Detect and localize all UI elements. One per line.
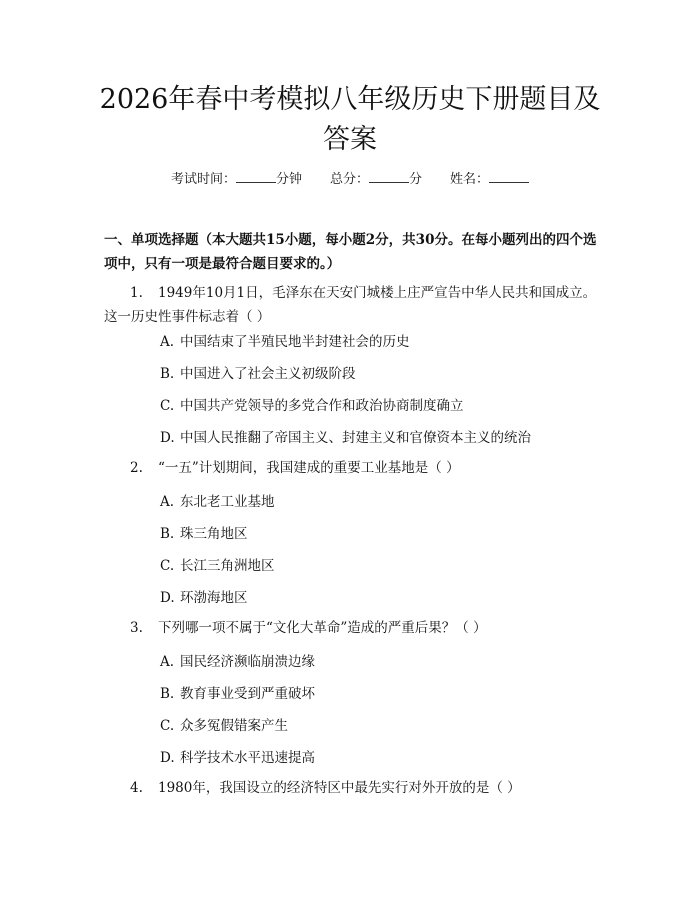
option-letter: C. (160, 718, 175, 734)
option-letter: A. (160, 334, 175, 350)
option-text: 中国进入了社会主义初级阶段 (180, 366, 356, 382)
name-label: 姓名： (450, 172, 490, 187)
total-score-label: 总分： (329, 172, 369, 187)
question-text: 下列哪一项不属于“文化大革命”造成的严重后果？（ ） (158, 620, 487, 636)
option-letter: A. (160, 494, 175, 510)
question-1-option-b (160, 364, 600, 384)
exam-time-label: 考试时间： (170, 172, 236, 187)
option-text: 珠三角地区 (180, 526, 248, 542)
option-text: 中国共产党领导的多党合作和政治协商制度确立 (180, 398, 464, 414)
option-letter: D. (160, 430, 175, 446)
option-text: 科学技术水平迅速提高 (180, 750, 315, 766)
question-2-option-c (160, 556, 600, 576)
question-number: 1. (130, 285, 143, 301)
question-3-option-c (160, 716, 600, 736)
total-score-unit: 分 (409, 172, 423, 187)
option-letter: C. (160, 558, 175, 574)
question-1-option-c (160, 396, 600, 416)
section-heading: 一、单项选择题（本大题共15小题，每小题2分，共30分。在每小题列出的四个选项中，只有一项是最符合题目要求的。） (104, 232, 597, 272)
question-2 (104, 456, 604, 480)
question-1 (104, 281, 604, 329)
question-3-option-a (160, 652, 600, 672)
question-2-option-a (160, 492, 600, 512)
question-text: 1980年，我国设立的经济特区中最先实行对外开放的是（ ） (158, 780, 521, 796)
option-text: 中国人民推翻了帝国主义、封建主义和官僚资本主义的统治 (180, 430, 531, 446)
option-text: 中国结束了半殖民地半封建社会的历史 (180, 334, 410, 350)
question-1-option-a (160, 332, 600, 352)
option-letter: D. (160, 590, 175, 606)
exam-time-field (171, 170, 302, 189)
option-text: 环渤海地区 (180, 590, 248, 606)
total-score-blank (369, 170, 409, 183)
exam-info-line (0, 170, 700, 189)
option-letter: D. (160, 750, 175, 766)
option-text: 众多冤假错案产生 (180, 718, 288, 734)
question-3 (104, 616, 604, 640)
name-blank (489, 170, 529, 183)
question-number: 2. (130, 460, 143, 476)
option-letter: C. (160, 398, 175, 414)
exam-time-unit: 分钟 (275, 172, 302, 187)
option-text: 教育事业受到严重破坏 (180, 686, 315, 702)
question-3-option-b (160, 684, 600, 704)
question-text: 1949年10月1日，毛泽东在天安门城楼上庄严宣告中华人民共和国成立。这一历史性事件标志着（ ） (104, 285, 597, 325)
page-title: 2026年春中考模拟八年级历史下册题目及答案 (99, 84, 601, 155)
option-letter: A. (160, 654, 175, 670)
question-number: 4. (130, 780, 143, 796)
total-score-field (330, 170, 422, 189)
option-text: 长江三角洲地区 (180, 558, 275, 574)
exam-time-blank (236, 170, 276, 183)
question-text: “一五”计划期间，我国建成的重要工业基地是（ ） (158, 460, 460, 476)
question-number: 3. (130, 620, 143, 636)
question-4 (104, 776, 604, 800)
option-text: 东北老工业基地 (180, 494, 275, 510)
name-field (450, 170, 529, 189)
option-letter: B. (160, 686, 175, 702)
question-1-option-d (160, 428, 600, 448)
option-letter: B. (160, 526, 175, 542)
option-text: 国民经济濒临崩溃边缘 (180, 654, 315, 670)
question-2-option-d (160, 588, 600, 608)
question-2-option-b (160, 524, 600, 544)
option-letter: B. (160, 366, 175, 382)
question-3-option-d (160, 748, 600, 768)
